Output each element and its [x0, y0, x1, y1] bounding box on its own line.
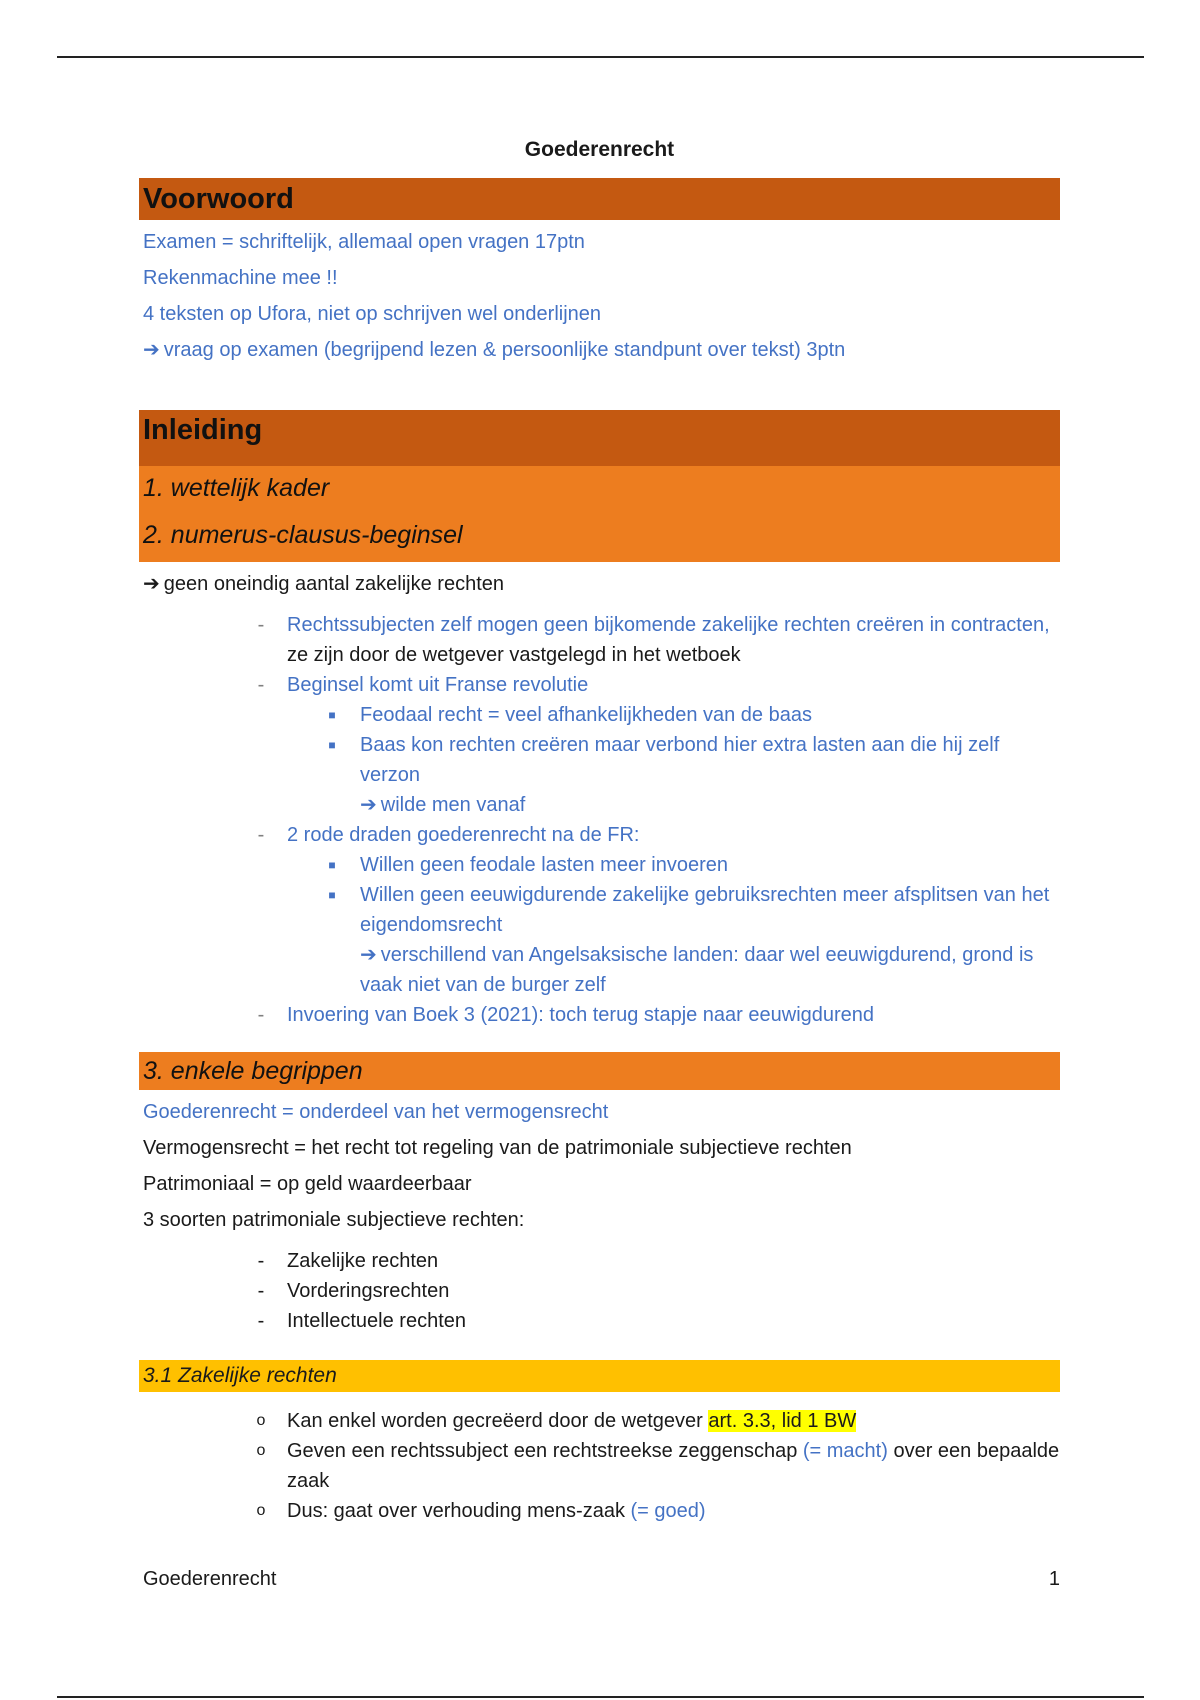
square-bullet-icon: ■ [328, 738, 336, 752]
circle-bullet-icon: o [256, 1412, 266, 1429]
arrow-right-icon: ➔ [360, 794, 377, 816]
list-item: - Zakelijke rechten [257, 1250, 439, 1272]
list-item: o Dus: gaat over verhouding mens-zaak (= goed) [139, 1496, 1060, 1526]
list-item: - Beginsel komt uit Franse revolutie [257, 674, 589, 696]
bottom-rule [57, 1696, 1144, 1698]
square-bullet-icon: ■ [328, 888, 336, 902]
begrippen-line-2: Vermogensrecht = het recht tot regeling van de patrimoniale subjectieve rechten [143, 1137, 852, 1159]
list-item: - Vorderingsrechten [257, 1280, 450, 1302]
inleiding-subheadings [139, 466, 1060, 562]
arrow-right-icon: ➔ [143, 573, 160, 595]
page-content [139, 132, 1060, 1526]
arrow-right-icon: ➔ [360, 944, 377, 966]
heading-numerus-clausus: 2. numerus-clausus-beginsel [143, 521, 463, 549]
voorwoord-arrow-line: ➔ vraag op examen (begrijpend lezen & persoonlijke standpunt over tekst) 3ptn [139, 332, 1060, 368]
square-bullet-icon: ■ [328, 858, 336, 872]
inleiding-arrow-line: ➔ geen oneindig aantal zakelijke rechten [139, 566, 1060, 602]
arrow-right-icon: ➔ [143, 339, 160, 361]
square-bullet-icon: ■ [328, 708, 336, 722]
rights-types-list [139, 1246, 1060, 1336]
list-item: o Geven een rechtssubject een rechtstreekse zeggenschap (= macht) over een bepaalde zaak [139, 1436, 1060, 1496]
footer-title: Goederenrecht [143, 1568, 277, 1590]
list-item: ■ Feodaal recht = veel afhankelijkheden van de baas [139, 700, 1060, 730]
list-item: - Intellectuele rechten [257, 1310, 467, 1332]
begrippen-line-1: Goederenrecht = onderdeel van het vermogensrecht [143, 1101, 609, 1123]
voorwoord-line-1: Examen = schriftelijk, allemaal open vragen 17ptn [143, 231, 585, 253]
heading-wettelijk-kader: 1. wettelijk kader [143, 474, 330, 502]
heading-voorwoord: Voorwoord [139, 178, 1060, 220]
list-item: - Invoering van Boek 3 (2021): toch terug stapje naar eeuwigdurend [257, 1004, 875, 1026]
begrippen-line-4: 3 soorten patrimoniale subjectieve rechten: [143, 1209, 525, 1231]
circle-bullet-icon: o [256, 1442, 266, 1459]
list-item: o Kan enkel worden gecreëerd door de wetgever art. 3.3, lid 1 BW [139, 1406, 1060, 1436]
numerus-clausus-list [139, 610, 1060, 1030]
heading-zakelijke-rechten: 3.1 Zakelijke rechten [139, 1360, 1060, 1392]
circle-bullet-icon: o [256, 1502, 266, 1519]
list-item: ■ Baas kon rechten creëren maar verbond hier extra lasten aan die hij zelf verzon ➔ wilde men vanaf [139, 730, 1060, 820]
heading-inleiding: Inleiding [139, 410, 1060, 466]
zakelijke-rechten-list [139, 1406, 1060, 1526]
document-title: Goederenrecht [524, 138, 675, 161]
list-item: ■ Willen geen feodale lasten meer invoeren [139, 850, 1060, 880]
voorwoord-line-2: Rekenmachine mee !! [143, 267, 338, 289]
list-item: ■ Willen geen eeuwigdurende zakelijke gebruiksrechten meer afsplitsen van het eigendomsrecht ➔ verschillend van Angelsaksische landen: daar wel eeuwigdurend, grond is vaak niet van de burger zelf [139, 880, 1060, 1000]
page-footer [143, 1568, 1060, 1591]
list-item: - Rechtssubjecten zelf mogen geen bijkomende zakelijke rechten creëren in contracten, ze zijn door de wetgever vastgelegd in het wetboek [257, 614, 1050, 666]
voorwoord-line-3: 4 teksten op Ufora, niet op schrijven wel onderlijnen [143, 303, 602, 325]
page-number: 1 [1048, 1568, 1060, 1590]
top-rule [57, 56, 1144, 58]
heading-enkele-begrippen: 3. enkele begrippen [139, 1052, 1060, 1090]
list-item: - 2 rode draden goederenrecht na de FR: [257, 824, 640, 846]
begrippen-line-3: Patrimoniaal = op geld waardeerbaar [143, 1173, 472, 1195]
